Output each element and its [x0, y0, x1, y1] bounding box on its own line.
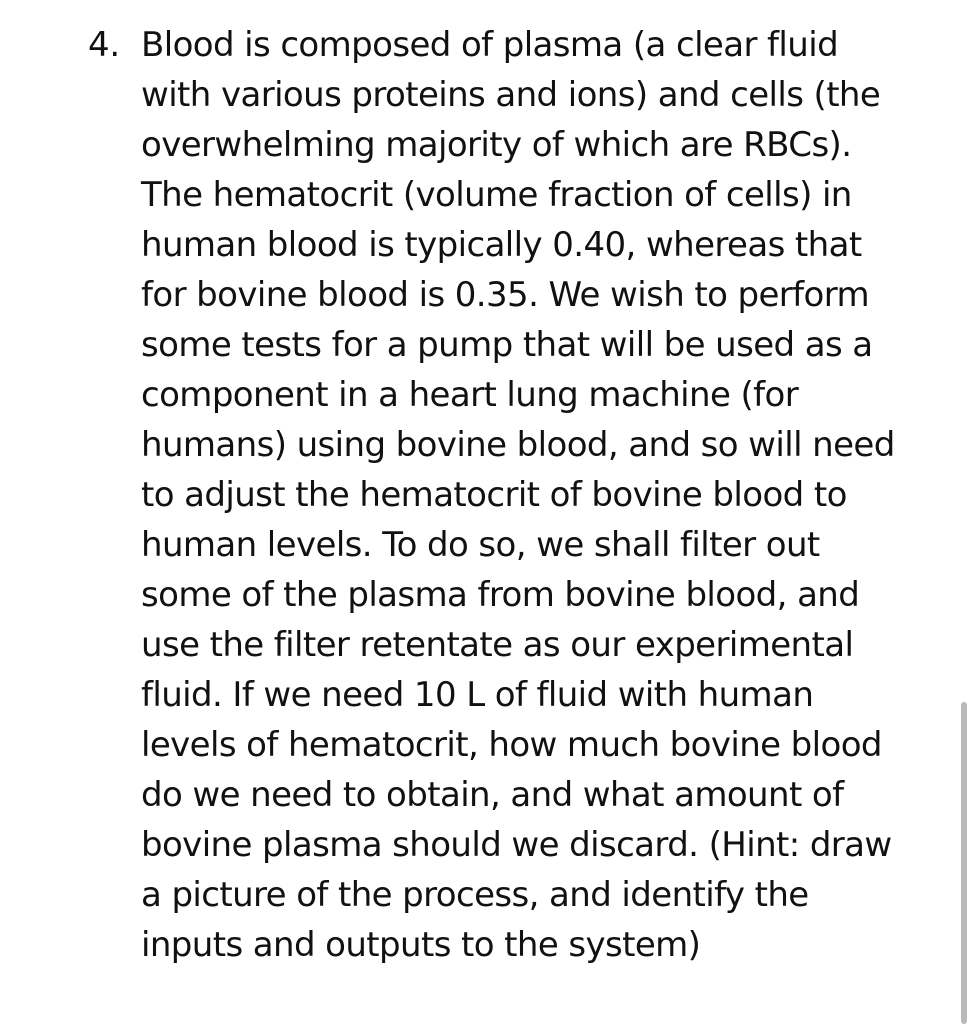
problem-text-line: with various proteins and ions) and cells (the [141, 75, 881, 115]
problem-text-line: humans) using bovine blood, and so will need [141, 425, 895, 465]
problem-text-line: some of the plasma from bovine blood, and [141, 575, 860, 615]
vertical-scrollbar[interactable] [961, 702, 967, 1024]
problem-text-line: human blood is typically 0.40, whereas that [141, 225, 862, 265]
problem-text-line: The hematocrit (volume fraction of cells) in [141, 175, 852, 215]
problem-text-line: fluid. If we need 10 L of fluid with human [141, 675, 814, 715]
problem-text [141, 20, 941, 970]
problem-number: 4. [88, 25, 121, 65]
problem-text-line: use the filter retentate as our experimental [141, 625, 854, 665]
problem-text-line: inputs and outputs to the system) [141, 925, 701, 965]
problem-text-line: component in a heart lung machine (for [141, 375, 799, 415]
problem-text-line: Blood is composed of plasma (a clear fluid [141, 25, 839, 65]
problem-text-line: overwhelming majority of which are RBCs). [141, 125, 852, 165]
problem-text-line: a picture of the process, and identify the [141, 875, 809, 915]
problem-text-line: for bovine blood is 0.35. We wish to perform [141, 275, 870, 315]
problem-text-line: some tests for a pump that will be used as a [141, 325, 873, 365]
problem-text-line: do we need to obtain, and what amount of [141, 775, 844, 815]
problem-text-line: to adjust the hematocrit of bovine blood to [141, 475, 847, 515]
problem-text-line: levels of hematocrit, how much bovine blood [141, 725, 882, 765]
problem-text-line: bovine plasma should we discard. (Hint: draw [141, 825, 892, 865]
problem-text-line: human levels. To do so, we shall filter out [141, 525, 820, 565]
